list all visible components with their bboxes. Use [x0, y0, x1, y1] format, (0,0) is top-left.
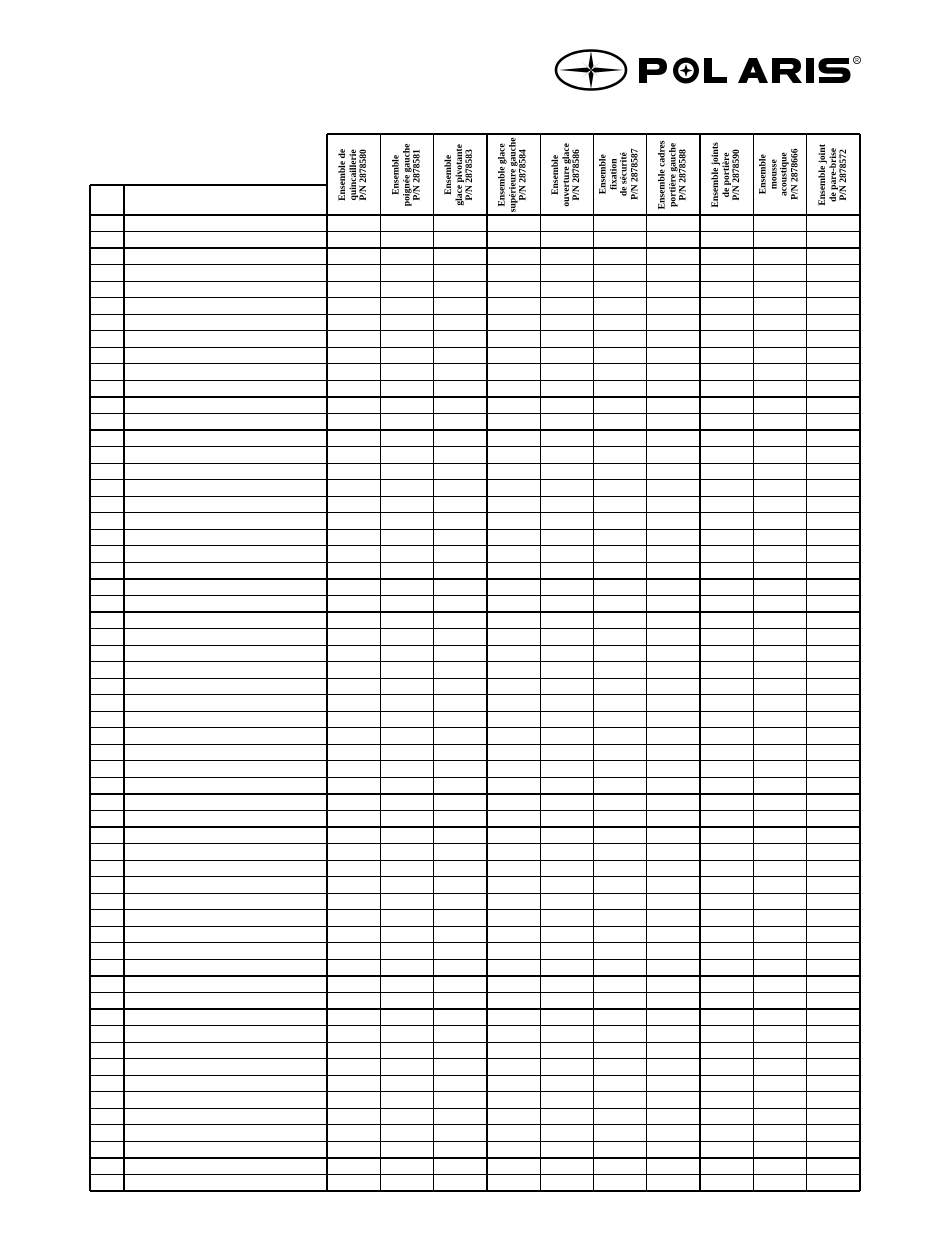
part-column-header-c4 — [487, 134, 540, 215]
part-column-label: Ensemble glace supérieure gauche P/N 2878584 — [496, 137, 529, 212]
part-column-header-c9 — [753, 134, 806, 215]
table-row — [90, 612, 860, 629]
part-column-label: Ensemble mousse acoustique P/N 2878666 — [757, 148, 801, 201]
table-row — [90, 513, 860, 530]
part-column-label: Ensemble cadres portière gauche P/N 2878588 — [656, 140, 689, 209]
table-row — [90, 1108, 860, 1125]
table-row — [90, 777, 860, 794]
table-row — [90, 629, 860, 646]
table-row — [90, 496, 860, 513]
part-column-header-c6 — [594, 134, 647, 215]
part-column-header-c3 — [434, 134, 487, 215]
table-row — [90, 645, 860, 662]
table-row — [90, 380, 860, 397]
table-row — [90, 1174, 860, 1191]
table-row — [90, 347, 860, 364]
table-row — [90, 1042, 860, 1059]
table-row — [90, 1009, 860, 1026]
table-row — [90, 893, 860, 910]
table-row — [90, 529, 860, 546]
part-column-label: Ensemble fixation de sécurité P/N 2878587 — [597, 148, 641, 201]
table-row — [90, 943, 860, 960]
table-row — [90, 827, 860, 844]
table-row — [90, 877, 860, 894]
table-row — [90, 744, 860, 761]
table-row — [90, 397, 860, 414]
left-header-top-border — [90, 184, 327, 185]
table-row — [90, 430, 860, 447]
table-row — [90, 711, 860, 728]
table-row — [90, 281, 860, 298]
table-row — [90, 695, 860, 712]
table-row — [90, 265, 860, 282]
table-row — [90, 562, 860, 579]
table-row — [90, 447, 860, 464]
table-row — [90, 860, 860, 877]
part-column-header-c8 — [700, 134, 753, 215]
table-row — [90, 728, 860, 745]
part-column-label: Ensemble joint de pare-brise P/N 2878572 — [816, 143, 849, 206]
table-row — [90, 959, 860, 976]
table-row — [90, 331, 860, 348]
part-column-label: Ensemble ouverture glace P/N 2878586 — [549, 142, 583, 207]
table-row — [90, 1026, 860, 1043]
part-column-label: Ensemble joints de portière P/N 2878590 — [709, 141, 743, 208]
table-row — [90, 1092, 860, 1109]
table-row — [90, 1075, 860, 1092]
table-row — [90, 811, 860, 828]
table-row — [90, 1125, 860, 1142]
table-row — [90, 844, 860, 861]
table-row — [90, 232, 860, 249]
table-row — [90, 1059, 860, 1076]
table-row — [90, 595, 860, 612]
table-row — [90, 910, 860, 927]
part-column-header-c1 — [327, 134, 380, 215]
table-row — [90, 1141, 860, 1158]
table-row — [90, 215, 860, 232]
table-row — [90, 678, 860, 695]
part-column-header-c10 — [807, 134, 860, 215]
table-row — [90, 992, 860, 1009]
table-row — [90, 794, 860, 811]
part-column-header-c2 — [380, 134, 433, 215]
table-row — [90, 926, 860, 943]
table-row — [90, 414, 860, 431]
table-row — [90, 480, 860, 497]
part-column-label: Ensemble de quincaillerie P/N 2878580 — [336, 148, 369, 201]
table-row — [90, 761, 860, 778]
part-column-header-c5 — [540, 134, 593, 215]
part-column-header-c7 — [647, 134, 700, 215]
table-row — [90, 546, 860, 563]
part-column-label: Ensemble glace pivotante P/N 2878583 — [443, 143, 476, 206]
table-row — [90, 463, 860, 480]
table-row — [90, 298, 860, 315]
table-row — [90, 1158, 860, 1175]
table-row — [90, 314, 860, 331]
table-row — [90, 662, 860, 679]
table-row — [90, 248, 860, 265]
table-row — [90, 976, 860, 993]
part-column-label: Ensemble poignée gauche P/N 2878581 — [390, 143, 423, 206]
table-row — [90, 579, 860, 596]
svg-text:R: R — [855, 58, 859, 64]
table-row — [90, 364, 860, 381]
